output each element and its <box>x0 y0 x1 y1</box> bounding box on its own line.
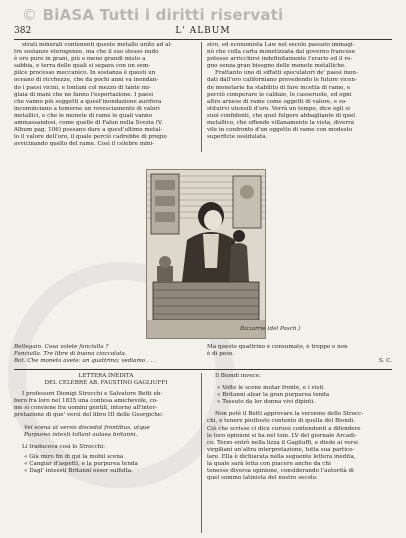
text-line: de monetarie ha stabilito di fare incetta di rame, e <box>207 84 351 91</box>
letter-subheading: DEL CELEBRE AB. FAUSTINO GAGLIUFFI <box>44 380 168 387</box>
text-line: vile in confronto d'un oggetto di rame con modesto <box>207 127 353 134</box>
text-line: quel sommo latinista del nostro secolo. <box>207 475 318 482</box>
verse-line: « Già miro fin di qui la mobil scena <box>24 453 124 460</box>
text-line: è oro puro in grani, più o meno grandi misto a <box>14 56 146 63</box>
verse-line: « Britanni alzar la gran purpurea tenda <box>217 392 330 399</box>
text-line: perciò comperare le caldaie, le casseruole, ed ogni <box>207 91 352 98</box>
column-divider <box>201 42 202 152</box>
text-line: oceano di ricchezze, che da pochi anni va inondan- <box>14 77 159 84</box>
page-header <box>14 26 392 39</box>
dialogue-line: Fanciulla. Tre libre di buona cioccolata. <box>14 351 127 358</box>
top-left-column <box>14 42 196 152</box>
dialogue-left <box>14 344 198 368</box>
verse-line: « Tessuto da lor donna vivi dipinti. <box>217 399 315 406</box>
header-rule <box>14 39 392 40</box>
text-line: virgiliani un'altra interpretazione, tutta sua partico- <box>207 446 355 453</box>
text-line: incominciano a temerne un rovesciamento di valori <box>14 105 160 112</box>
signature: S. C. <box>378 358 392 365</box>
bottom-left-column <box>14 373 198 533</box>
bottom-right-column <box>207 373 392 533</box>
text-line: tenesse diversa opinione, considerando l'autorità di <box>207 468 354 475</box>
latin-verse: Vel scena ut versis discedat frontibus, utque <box>24 424 150 431</box>
text-line: gno senza gran bisogno delle monete metalliche. <box>207 63 346 70</box>
text-line: altro arnese di rame come oggetti di valore, e so- <box>207 98 347 105</box>
column-divider <box>201 373 202 533</box>
page-title: L' ALBUM <box>175 26 231 36</box>
text-line: glaia di mani che ne fanno l'esportazione. I paesi <box>14 91 153 98</box>
watermark-text: BiASA Tutti i diritti riservati <box>42 6 284 24</box>
top-right-column <box>207 42 392 152</box>
verse-line: « Dagl' intessti Britanni esser sulfolta. <box>24 468 133 475</box>
text-line: chi, e tenere piuttosto contento di quella del Biondi. <box>207 418 355 425</box>
dialogue-right <box>207 344 392 368</box>
copyright-mark: © <box>22 6 38 24</box>
text-line: sabbia, e terra delle quali si separa con un sem- <box>14 63 151 70</box>
dialogue-line: Bot. Che moneta avete: un quattrino; vediamo . . . <box>14 358 156 365</box>
text-line: lare. Ella è dichiarata nella seguente lettera inedita, <box>207 453 356 460</box>
verse-line: « Volte le scene mutar fronte, e i visti <box>217 385 324 392</box>
text-line: Non potè il Betti approvare la versione dello Strocc- <box>215 411 364 418</box>
text-line: ammassandosi, come quelle di Falun nella Svezia (V. <box>14 120 163 127</box>
text-line: avvicinando quello del rame. Così il celebre mini- <box>14 141 155 148</box>
text-line: Li traduceva così lo Strocchi: <box>22 443 105 450</box>
text-line: le loro opinioni si ha nel tom. LV del giornale Arcadi- <box>207 432 357 439</box>
text-line: plice processo meccanico. In sostanza è questi un <box>14 70 156 77</box>
text-line: Il Biondi invece: <box>215 373 261 379</box>
text-line: dati dall'oro californiano prevedendo le future vicen- <box>207 77 357 84</box>
text-line: me si conviene fra uomini gentili, intorno all'inter- <box>14 405 158 412</box>
page-number: 382 <box>14 26 32 36</box>
text-line: nò che colla carta monetizzata dal governo francese <box>207 49 356 56</box>
latin-verse: Purpurea intexti tollant aulaea britanni. <box>24 431 138 438</box>
engraving-illustration <box>146 169 266 339</box>
dialogue-line: è di peso. <box>207 351 235 358</box>
text-line: do i paesi vicini, e lontani col mezzo di tante mi- <box>14 84 151 91</box>
text-line: lo il valore dell'oro, il quale perciò cadrebbe di pregio <box>14 134 167 141</box>
watermark <box>22 6 283 24</box>
letter-heading: LETTERA INEDITA <box>78 373 134 379</box>
text-line: bero fra loro nel 1835 una contesa amichevole, co- <box>14 398 159 405</box>
illustration-caption: Bizzarrie (del Pasch.) <box>240 326 301 332</box>
dialogue-line: Beltegain. Cosa volete fanciulla ? <box>14 344 109 350</box>
engraving-shop-scene <box>147 170 265 338</box>
section-rule <box>14 369 392 370</box>
text-line: metallico, che offende villanamente la vista, diverrà <box>207 120 355 127</box>
verse-line: « Cangiar d'aspetti, e la purpurea tenda <box>24 460 138 467</box>
text-line: suoi confidenti, che quel fulgore abbagliante di quel <box>207 112 356 119</box>
text-line: la quale sarà letta con piacere anche da chi <box>207 461 331 468</box>
dialogue-line: Ma questo quattrino è consumato, è troppo e non <box>207 344 348 350</box>
text-line: I professori Dionigi Strocchi e Salvatore Betti eb- <box>22 391 163 398</box>
text-line: metallici, e che le monete di rame le quali vanno <box>14 112 153 119</box>
text-line: stro, ed economista Law nel secolo passato immagi- <box>207 42 355 48</box>
text-line: stituirvi utensili d'oro. Verrà un tempo, dice egli si <box>207 105 350 112</box>
text-line: co. Terzo entrò nella lizza il Gagliuffi, e diede ai versi <box>207 439 358 446</box>
text-line: che vanno più soggetti a quest'inondazione aurifera <box>14 98 162 105</box>
text-line: strati minerali contenenti questo metallo unito ad al- <box>22 42 173 48</box>
text-line: tre sostanze eterogenee, ma che il suo stesso nudo <box>14 49 159 56</box>
text-line: Ciò che scrisse ci dice curiosi contendenti a difendere <box>207 425 361 432</box>
text-line: Frattanto uno di siffatti speculatori de' paesi inon- <box>215 70 358 77</box>
text-line: superficie ossidulata. <box>207 134 268 141</box>
text-line: pretazione di que' versi del libro III delle Georgiche: <box>14 412 164 419</box>
text-line: potesse arricchirsi indefinitamente l'erario ed il re- <box>207 56 353 63</box>
text-line: Album pag. 106) possano dare a quest'ultimo metal- <box>14 127 163 134</box>
